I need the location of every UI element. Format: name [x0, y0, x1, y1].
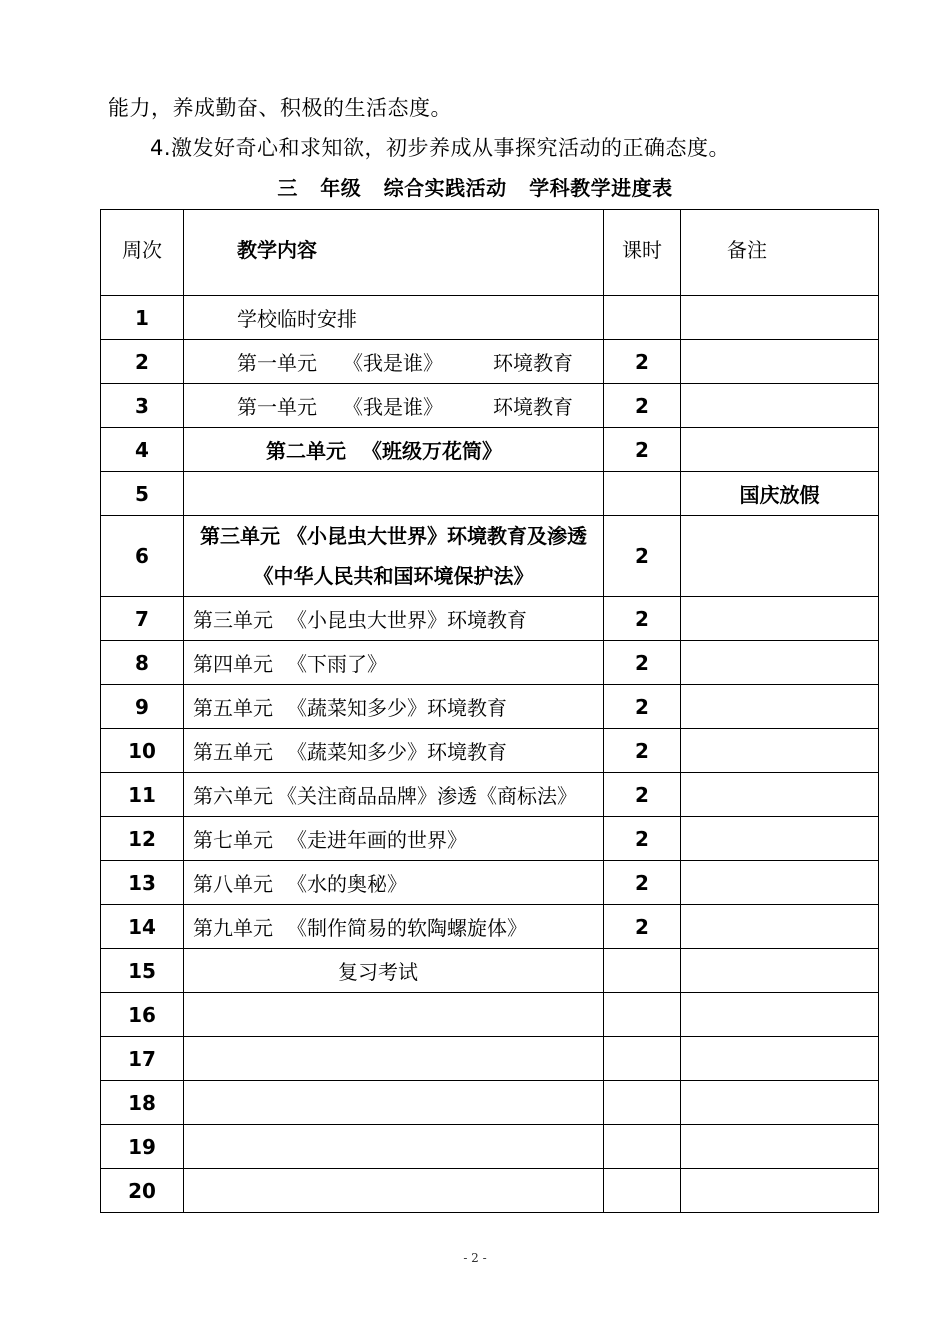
- week-cell: 1: [101, 296, 184, 340]
- hours-cell: 2: [604, 340, 681, 384]
- hours-cell: [604, 949, 681, 993]
- table-row: [101, 516, 879, 597]
- content-cell: [184, 1169, 604, 1213]
- note-cell: [681, 773, 879, 817]
- hours-cell: 2: [604, 597, 681, 641]
- table-header-row: [101, 210, 879, 296]
- content-cell: 第九单元 《制作简易的软陶螺旋体》: [184, 905, 604, 949]
- note-cell: [681, 905, 879, 949]
- content-cell: 第四单元 《下雨了》: [184, 641, 604, 685]
- week-cell: 13: [101, 861, 184, 905]
- hours-cell: [604, 993, 681, 1037]
- content-cell: 第三单元 《小昆虫大世界》环境教育及渗透《中华人民共和国环境保护法》: [184, 516, 604, 597]
- content-cell: [184, 472, 604, 516]
- week-cell: 2: [101, 340, 184, 384]
- week-cell: 12: [101, 817, 184, 861]
- table-row: [101, 597, 879, 641]
- hours-cell: [604, 296, 681, 340]
- week-cell: 9: [101, 685, 184, 729]
- hours-cell: 2: [604, 817, 681, 861]
- note-cell: [681, 1125, 879, 1169]
- header-note: 备注: [681, 210, 879, 296]
- content-cell: 学校临时安排: [184, 296, 604, 340]
- table-row: [101, 1169, 879, 1213]
- content-cell: 第一单元 《我是谁》 环境教育: [184, 384, 604, 428]
- week-cell: 6: [101, 516, 184, 597]
- note-cell: [681, 641, 879, 685]
- table-row: [101, 905, 879, 949]
- hours-cell: [604, 1037, 681, 1081]
- content-cell: 第三单元 《小昆虫大世界》环境教育: [184, 597, 604, 641]
- hours-cell: [604, 1169, 681, 1213]
- hours-cell: 2: [604, 685, 681, 729]
- hours-cell: 2: [604, 384, 681, 428]
- hours-cell: [604, 1081, 681, 1125]
- note-cell: 国庆放假: [681, 472, 879, 516]
- table-row: [101, 384, 879, 428]
- note-cell: [681, 296, 879, 340]
- week-cell: 3: [101, 384, 184, 428]
- week-cell: 19: [101, 1125, 184, 1169]
- table-row: [101, 1125, 879, 1169]
- week-cell: 11: [101, 773, 184, 817]
- content-cell: 复习考试: [184, 949, 604, 993]
- hours-cell: 2: [604, 516, 681, 597]
- table-row: [101, 472, 879, 516]
- table-row: [101, 993, 879, 1037]
- table-row: [101, 949, 879, 993]
- week-cell: 18: [101, 1081, 184, 1125]
- note-cell: [681, 1081, 879, 1125]
- table-row: [101, 773, 879, 817]
- content-cell: 第五单元 《蔬菜知多少》环境教育: [184, 685, 604, 729]
- hours-cell: 2: [604, 641, 681, 685]
- content-cell: 第二单元 《班级万花筒》: [184, 428, 604, 472]
- page-number: - 2 -: [463, 1251, 487, 1265]
- note-cell: [681, 428, 879, 472]
- teaching-schedule-table: [100, 209, 879, 1213]
- table-row: [101, 817, 879, 861]
- header-hours: 课时: [604, 210, 681, 296]
- hours-cell: 2: [604, 773, 681, 817]
- table-row: [101, 641, 879, 685]
- intro-line-2: 4.激发好奇心和求知欲，初步养成从事探究活动的正确态度。: [150, 136, 731, 160]
- note-cell: [681, 1037, 879, 1081]
- week-cell: 5: [101, 472, 184, 516]
- note-cell: [681, 993, 879, 1037]
- content-cell: 第一单元 《我是谁》 环境教育: [184, 340, 604, 384]
- header-week: 周次: [101, 210, 184, 296]
- table-row: [101, 428, 879, 472]
- content-cell: 第八单元 《水的奥秘》: [184, 861, 604, 905]
- week-cell: 17: [101, 1037, 184, 1081]
- content-cell: [184, 993, 604, 1037]
- table-row: [101, 1081, 879, 1125]
- hours-cell: 2: [604, 428, 681, 472]
- table-row: [101, 296, 879, 340]
- note-cell: [681, 729, 879, 773]
- week-cell: 14: [101, 905, 184, 949]
- week-cell: 4: [101, 428, 184, 472]
- table-row: [101, 1037, 879, 1081]
- note-cell: [681, 597, 879, 641]
- content-cell: 第五单元 《蔬菜知多少》环境教育: [184, 729, 604, 773]
- table-row: [101, 685, 879, 729]
- table-row: [101, 861, 879, 905]
- hours-cell: 2: [604, 861, 681, 905]
- schedule-title: 三 年级 综合实践活动 学科教学进度表: [277, 176, 673, 200]
- note-cell: [681, 516, 879, 597]
- content-cell: 第六单元 《关注商品品牌》渗透《商标法》: [184, 773, 604, 817]
- week-cell: 20: [101, 1169, 184, 1213]
- table-row: [101, 340, 879, 384]
- table-row: [101, 729, 879, 773]
- week-cell: 16: [101, 993, 184, 1037]
- content-cell: [184, 1037, 604, 1081]
- intro-line-1: 能力，养成勤奋、积极的生活态度。: [108, 96, 452, 120]
- hours-cell: [604, 472, 681, 516]
- note-cell: [681, 949, 879, 993]
- content-cell: [184, 1125, 604, 1169]
- hours-cell: [604, 1125, 681, 1169]
- header-content: 教学内容: [184, 210, 604, 296]
- note-cell: [681, 817, 879, 861]
- content-cell: 第七单元 《走进年画的世界》: [184, 817, 604, 861]
- note-cell: [681, 1169, 879, 1213]
- week-cell: 10: [101, 729, 184, 773]
- note-cell: [681, 384, 879, 428]
- week-cell: 8: [101, 641, 184, 685]
- hours-cell: 2: [604, 905, 681, 949]
- week-cell: 7: [101, 597, 184, 641]
- note-cell: [681, 340, 879, 384]
- note-cell: [681, 685, 879, 729]
- week-cell: 15: [101, 949, 184, 993]
- content-cell: [184, 1081, 604, 1125]
- hours-cell: 2: [604, 729, 681, 773]
- note-cell: [681, 861, 879, 905]
